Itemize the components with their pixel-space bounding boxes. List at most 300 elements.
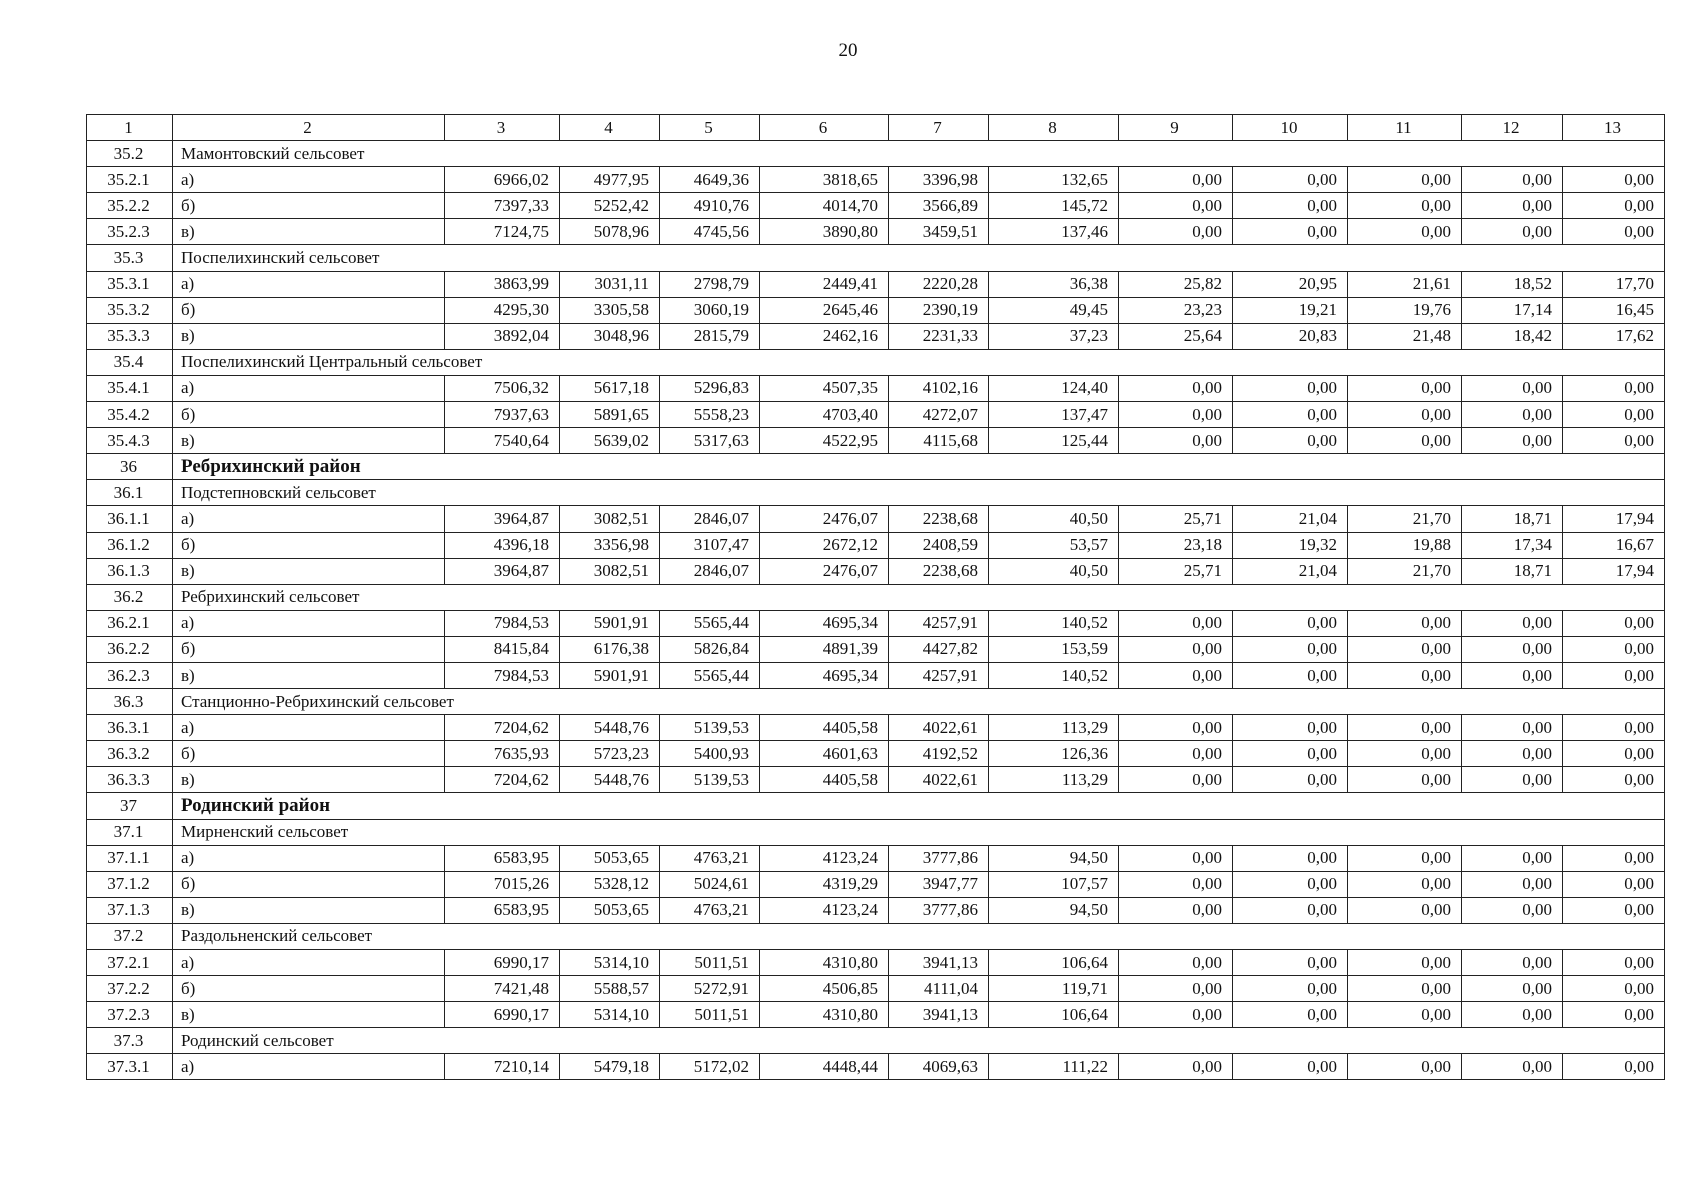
value-cell: 25,71 bbox=[1119, 506, 1233, 532]
row-number-cell: 37.2 bbox=[87, 923, 173, 949]
value-cell: 0,00 bbox=[1119, 375, 1233, 401]
value-cell: 5328,12 bbox=[560, 871, 660, 897]
value-cell: 113,29 bbox=[989, 767, 1119, 793]
value-cell: 0,00 bbox=[1119, 428, 1233, 454]
value-cell: 17,34 bbox=[1462, 532, 1563, 558]
value-cell: 2462,16 bbox=[760, 323, 889, 349]
column-number-cell: 8 bbox=[989, 115, 1119, 141]
value-cell: 0,00 bbox=[1119, 402, 1233, 428]
row-number-cell: 35.4.3 bbox=[87, 428, 173, 454]
value-cell: 0,00 bbox=[1233, 662, 1348, 688]
table-row bbox=[87, 976, 1665, 1002]
value-cell: 2231,33 bbox=[889, 323, 989, 349]
column-number-cell: 6 bbox=[760, 115, 889, 141]
value-cell: 25,64 bbox=[1119, 323, 1233, 349]
value-cell: 0,00 bbox=[1462, 402, 1563, 428]
value-cell: 0,00 bbox=[1348, 767, 1462, 793]
value-cell: 4448,44 bbox=[760, 1054, 889, 1080]
value-cell: 4703,40 bbox=[760, 402, 889, 428]
value-cell: 2672,12 bbox=[760, 532, 889, 558]
value-cell: 2238,68 bbox=[889, 558, 989, 584]
value-cell: 0,00 bbox=[1233, 428, 1348, 454]
value-cell: 0,00 bbox=[1348, 219, 1462, 245]
variant-label-cell: а) bbox=[173, 845, 445, 871]
section-row bbox=[87, 1028, 1665, 1054]
value-cell: 7015,26 bbox=[445, 871, 560, 897]
value-cell: 0,00 bbox=[1119, 950, 1233, 976]
value-cell: 0,00 bbox=[1119, 715, 1233, 741]
value-cell: 21,61 bbox=[1348, 271, 1462, 297]
column-number-cell: 10 bbox=[1233, 115, 1348, 141]
value-cell: 0,00 bbox=[1563, 976, 1665, 1002]
page-number: 20 bbox=[838, 40, 858, 61]
value-cell: 17,62 bbox=[1563, 323, 1665, 349]
value-cell: 5272,91 bbox=[660, 976, 760, 1002]
value-cell: 5172,02 bbox=[660, 1054, 760, 1080]
column-number-cell: 11 bbox=[1348, 115, 1462, 141]
value-cell: 18,71 bbox=[1462, 506, 1563, 532]
table-row bbox=[87, 219, 1665, 245]
value-cell: 37,23 bbox=[989, 323, 1119, 349]
value-cell: 0,00 bbox=[1563, 610, 1665, 636]
value-cell: 4745,56 bbox=[660, 219, 760, 245]
value-cell: 5826,84 bbox=[660, 636, 760, 662]
column-number-cell: 4 bbox=[560, 115, 660, 141]
row-number-cell: 35.4.1 bbox=[87, 375, 173, 401]
row-number-cell: 37.1.1 bbox=[87, 845, 173, 871]
value-cell: 106,64 bbox=[989, 1002, 1119, 1028]
value-cell: 3107,47 bbox=[660, 532, 760, 558]
column-number-cell: 9 bbox=[1119, 115, 1233, 141]
table-row bbox=[87, 950, 1665, 976]
table-row bbox=[87, 1002, 1665, 1028]
value-cell: 0,00 bbox=[1233, 219, 1348, 245]
value-cell: 107,57 bbox=[989, 871, 1119, 897]
variant-label-cell: в) bbox=[173, 1002, 445, 1028]
value-cell: 0,00 bbox=[1348, 1054, 1462, 1080]
row-number-cell: 35.3.1 bbox=[87, 271, 173, 297]
value-cell: 4111,04 bbox=[889, 976, 989, 1002]
value-cell: 0,00 bbox=[1119, 976, 1233, 1002]
value-cell: 5296,83 bbox=[660, 375, 760, 401]
value-cell: 2476,07 bbox=[760, 558, 889, 584]
value-cell: 16,45 bbox=[1563, 297, 1665, 323]
value-cell: 4295,30 bbox=[445, 297, 560, 323]
value-cell: 3964,87 bbox=[445, 506, 560, 532]
value-cell: 2449,41 bbox=[760, 271, 889, 297]
variant-label-cell: а) bbox=[173, 715, 445, 741]
value-cell: 0,00 bbox=[1563, 636, 1665, 662]
value-cell: 0,00 bbox=[1119, 610, 1233, 636]
value-cell: 21,04 bbox=[1233, 506, 1348, 532]
value-cell: 19,32 bbox=[1233, 532, 1348, 558]
value-cell: 0,00 bbox=[1119, 845, 1233, 871]
value-cell: 3082,51 bbox=[560, 558, 660, 584]
value-cell: 0,00 bbox=[1233, 610, 1348, 636]
variant-label-cell: б) bbox=[173, 636, 445, 662]
row-number-cell: 36.3.1 bbox=[87, 715, 173, 741]
region-name-cell: Ребрихинский район bbox=[173, 454, 1665, 480]
value-cell: 132,65 bbox=[989, 167, 1119, 193]
value-cell: 4763,21 bbox=[660, 845, 760, 871]
value-cell: 106,64 bbox=[989, 950, 1119, 976]
section-row bbox=[87, 245, 1665, 271]
value-cell: 4763,21 bbox=[660, 897, 760, 923]
value-cell: 0,00 bbox=[1233, 375, 1348, 401]
column-number-cell: 13 bbox=[1563, 115, 1665, 141]
value-cell: 6583,95 bbox=[445, 897, 560, 923]
value-cell: 0,00 bbox=[1563, 428, 1665, 454]
row-number-cell: 37 bbox=[87, 793, 173, 819]
value-cell: 4102,16 bbox=[889, 375, 989, 401]
value-cell: 0,00 bbox=[1348, 402, 1462, 428]
value-cell: 4272,07 bbox=[889, 402, 989, 428]
value-cell: 4695,34 bbox=[760, 610, 889, 636]
value-cell: 0,00 bbox=[1119, 871, 1233, 897]
region-row bbox=[87, 793, 1665, 819]
value-cell: 0,00 bbox=[1563, 845, 1665, 871]
value-cell: 0,00 bbox=[1119, 167, 1233, 193]
value-cell: 16,67 bbox=[1563, 532, 1665, 558]
value-cell: 3777,86 bbox=[889, 845, 989, 871]
value-cell: 3777,86 bbox=[889, 897, 989, 923]
value-cell: 19,21 bbox=[1233, 297, 1348, 323]
variant-label-cell: а) bbox=[173, 271, 445, 297]
table-row bbox=[87, 297, 1665, 323]
value-cell: 94,50 bbox=[989, 845, 1119, 871]
value-cell: 49,45 bbox=[989, 297, 1119, 323]
value-cell: 7635,93 bbox=[445, 741, 560, 767]
value-cell: 0,00 bbox=[1233, 897, 1348, 923]
value-cell: 145,72 bbox=[989, 193, 1119, 219]
row-number-cell: 36.1.1 bbox=[87, 506, 173, 532]
row-number-cell: 36.2.1 bbox=[87, 610, 173, 636]
value-cell: 0,00 bbox=[1462, 976, 1563, 1002]
value-cell: 40,50 bbox=[989, 506, 1119, 532]
value-cell: 0,00 bbox=[1563, 741, 1665, 767]
column-number-cell: 12 bbox=[1462, 115, 1563, 141]
variant-label-cell: а) bbox=[173, 950, 445, 976]
settlement-name-cell: Родинский сельсовет bbox=[173, 1028, 1665, 1054]
value-cell: 0,00 bbox=[1119, 767, 1233, 793]
value-cell: 0,00 bbox=[1462, 428, 1563, 454]
value-cell: 4427,82 bbox=[889, 636, 989, 662]
value-cell: 140,52 bbox=[989, 662, 1119, 688]
value-cell: 4891,39 bbox=[760, 636, 889, 662]
value-cell: 4507,35 bbox=[760, 375, 889, 401]
row-number-cell: 36 bbox=[87, 454, 173, 480]
value-cell: 0,00 bbox=[1462, 767, 1563, 793]
variant-label-cell: б) bbox=[173, 871, 445, 897]
value-cell: 23,23 bbox=[1119, 297, 1233, 323]
table-row bbox=[87, 715, 1665, 741]
value-cell: 3356,98 bbox=[560, 532, 660, 558]
value-cell: 5139,53 bbox=[660, 715, 760, 741]
value-cell: 0,00 bbox=[1233, 741, 1348, 767]
value-cell: 5252,42 bbox=[560, 193, 660, 219]
table-row bbox=[87, 845, 1665, 871]
section-row bbox=[87, 819, 1665, 845]
value-cell: 5723,23 bbox=[560, 741, 660, 767]
column-number-row bbox=[87, 115, 1665, 141]
variant-label-cell: а) bbox=[173, 506, 445, 532]
row-number-cell: 36.3.2 bbox=[87, 741, 173, 767]
value-cell: 0,00 bbox=[1119, 1002, 1233, 1028]
value-cell: 0,00 bbox=[1462, 219, 1563, 245]
value-cell: 0,00 bbox=[1119, 897, 1233, 923]
value-cell: 0,00 bbox=[1462, 897, 1563, 923]
value-cell: 4014,70 bbox=[760, 193, 889, 219]
table-row bbox=[87, 558, 1665, 584]
value-cell: 0,00 bbox=[1462, 610, 1563, 636]
value-cell: 7506,32 bbox=[445, 375, 560, 401]
value-cell: 0,00 bbox=[1348, 1002, 1462, 1028]
value-cell: 125,44 bbox=[989, 428, 1119, 454]
value-cell: 18,71 bbox=[1462, 558, 1563, 584]
value-cell: 0,00 bbox=[1462, 950, 1563, 976]
value-cell: 137,46 bbox=[989, 219, 1119, 245]
value-cell: 0,00 bbox=[1348, 976, 1462, 1002]
value-cell: 21,70 bbox=[1348, 506, 1462, 532]
value-cell: 113,29 bbox=[989, 715, 1119, 741]
value-cell: 0,00 bbox=[1462, 662, 1563, 688]
row-number-cell: 35.3.3 bbox=[87, 323, 173, 349]
variant-label-cell: в) bbox=[173, 219, 445, 245]
value-cell: 17,94 bbox=[1563, 506, 1665, 532]
value-cell: 2846,07 bbox=[660, 558, 760, 584]
variant-label-cell: в) bbox=[173, 767, 445, 793]
value-cell: 0,00 bbox=[1462, 715, 1563, 741]
value-cell: 3947,77 bbox=[889, 871, 989, 897]
value-cell: 5448,76 bbox=[560, 767, 660, 793]
value-cell: 0,00 bbox=[1119, 193, 1233, 219]
row-number-cell: 37.2.1 bbox=[87, 950, 173, 976]
row-number-cell: 36.3.3 bbox=[87, 767, 173, 793]
value-cell: 6176,38 bbox=[560, 636, 660, 662]
value-cell: 0,00 bbox=[1119, 636, 1233, 662]
value-cell: 2220,28 bbox=[889, 271, 989, 297]
value-cell: 0,00 bbox=[1119, 1054, 1233, 1080]
variant-label-cell: б) bbox=[173, 193, 445, 219]
value-cell: 0,00 bbox=[1119, 219, 1233, 245]
value-cell: 4405,58 bbox=[760, 715, 889, 741]
column-number-cell: 5 bbox=[660, 115, 760, 141]
table-row bbox=[87, 636, 1665, 662]
value-cell: 4123,24 bbox=[760, 845, 889, 871]
value-cell: 2846,07 bbox=[660, 506, 760, 532]
value-cell: 0,00 bbox=[1563, 167, 1665, 193]
value-cell: 2815,79 bbox=[660, 323, 760, 349]
row-number-cell: 37.1.2 bbox=[87, 871, 173, 897]
column-number-cell: 1 bbox=[87, 115, 173, 141]
value-cell: 40,50 bbox=[989, 558, 1119, 584]
value-cell: 0,00 bbox=[1563, 715, 1665, 741]
value-cell: 0,00 bbox=[1348, 897, 1462, 923]
value-cell: 3048,96 bbox=[560, 323, 660, 349]
value-cell: 5314,10 bbox=[560, 1002, 660, 1028]
value-cell: 0,00 bbox=[1233, 636, 1348, 662]
value-cell: 7397,33 bbox=[445, 193, 560, 219]
value-cell: 0,00 bbox=[1563, 662, 1665, 688]
value-cell: 5139,53 bbox=[660, 767, 760, 793]
value-cell: 6583,95 bbox=[445, 845, 560, 871]
variant-label-cell: в) bbox=[173, 323, 445, 349]
section-row bbox=[87, 689, 1665, 715]
row-number-cell: 37.1 bbox=[87, 819, 173, 845]
table-row bbox=[87, 271, 1665, 297]
value-cell: 3566,89 bbox=[889, 193, 989, 219]
value-cell: 0,00 bbox=[1563, 897, 1665, 923]
value-cell: 4977,95 bbox=[560, 167, 660, 193]
value-cell: 0,00 bbox=[1348, 428, 1462, 454]
variant-label-cell: в) bbox=[173, 558, 445, 584]
table-row bbox=[87, 871, 1665, 897]
value-cell: 5565,44 bbox=[660, 662, 760, 688]
value-cell: 4910,76 bbox=[660, 193, 760, 219]
value-cell: 3305,58 bbox=[560, 297, 660, 323]
value-cell: 0,00 bbox=[1563, 219, 1665, 245]
row-number-cell: 37.3.1 bbox=[87, 1054, 173, 1080]
row-number-cell: 35.2.2 bbox=[87, 193, 173, 219]
section-row bbox=[87, 584, 1665, 610]
value-cell: 0,00 bbox=[1119, 741, 1233, 767]
settlement-name-cell: Подстепновский сельсовет bbox=[173, 480, 1665, 506]
value-cell: 119,71 bbox=[989, 976, 1119, 1002]
value-cell: 4022,61 bbox=[889, 715, 989, 741]
value-cell: 2645,46 bbox=[760, 297, 889, 323]
settlement-name-cell: Раздольненский сельсовет bbox=[173, 923, 1665, 949]
value-cell: 137,47 bbox=[989, 402, 1119, 428]
value-cell: 0,00 bbox=[1348, 950, 1462, 976]
value-cell: 0,00 bbox=[1233, 715, 1348, 741]
value-cell: 0,00 bbox=[1462, 741, 1563, 767]
value-cell: 4022,61 bbox=[889, 767, 989, 793]
variant-label-cell: б) bbox=[173, 976, 445, 1002]
value-cell: 0,00 bbox=[1348, 662, 1462, 688]
table-row bbox=[87, 167, 1665, 193]
value-cell: 5558,23 bbox=[660, 402, 760, 428]
value-cell: 7984,53 bbox=[445, 662, 560, 688]
value-cell: 0,00 bbox=[1563, 767, 1665, 793]
value-cell: 20,83 bbox=[1233, 323, 1348, 349]
region-name-cell: Родинский район bbox=[173, 793, 1665, 819]
value-cell: 0,00 bbox=[1233, 1002, 1348, 1028]
row-number-cell: 36.1 bbox=[87, 480, 173, 506]
value-cell: 7540,64 bbox=[445, 428, 560, 454]
value-cell: 0,00 bbox=[1563, 375, 1665, 401]
row-number-cell: 37.1.3 bbox=[87, 897, 173, 923]
value-cell: 25,71 bbox=[1119, 558, 1233, 584]
row-number-cell: 36.2 bbox=[87, 584, 173, 610]
value-cell: 5891,65 bbox=[560, 402, 660, 428]
value-cell: 0,00 bbox=[1233, 1054, 1348, 1080]
row-number-cell: 35.3 bbox=[87, 245, 173, 271]
value-cell: 0,00 bbox=[1563, 402, 1665, 428]
value-cell: 4601,63 bbox=[760, 741, 889, 767]
value-cell: 3818,65 bbox=[760, 167, 889, 193]
value-cell: 2390,19 bbox=[889, 297, 989, 323]
value-cell: 0,00 bbox=[1233, 845, 1348, 871]
value-cell: 0,00 bbox=[1348, 741, 1462, 767]
value-cell: 5011,51 bbox=[660, 950, 760, 976]
value-cell: 0,00 bbox=[1462, 1002, 1563, 1028]
value-cell: 5078,96 bbox=[560, 219, 660, 245]
value-cell: 5617,18 bbox=[560, 375, 660, 401]
region-row bbox=[87, 454, 1665, 480]
value-cell: 3941,13 bbox=[889, 950, 989, 976]
settlement-name-cell: Поспелихинский Центральный сельсовет bbox=[173, 349, 1665, 375]
value-cell: 53,57 bbox=[989, 532, 1119, 558]
value-cell: 2408,59 bbox=[889, 532, 989, 558]
value-cell: 124,40 bbox=[989, 375, 1119, 401]
value-cell: 5448,76 bbox=[560, 715, 660, 741]
variant-label-cell: в) bbox=[173, 662, 445, 688]
value-cell: 5901,91 bbox=[560, 662, 660, 688]
column-number-cell: 7 bbox=[889, 115, 989, 141]
value-cell: 3890,80 bbox=[760, 219, 889, 245]
value-cell: 7937,63 bbox=[445, 402, 560, 428]
value-cell: 4506,85 bbox=[760, 976, 889, 1002]
row-number-cell: 37.2.3 bbox=[87, 1002, 173, 1028]
value-cell: 36,38 bbox=[989, 271, 1119, 297]
value-cell: 0,00 bbox=[1233, 976, 1348, 1002]
value-cell: 0,00 bbox=[1233, 871, 1348, 897]
value-cell: 21,04 bbox=[1233, 558, 1348, 584]
value-cell: 5901,91 bbox=[560, 610, 660, 636]
value-cell: 21,48 bbox=[1348, 323, 1462, 349]
row-number-cell: 37.2.2 bbox=[87, 976, 173, 1002]
value-cell: 4522,95 bbox=[760, 428, 889, 454]
column-number-cell: 2 bbox=[173, 115, 445, 141]
value-cell: 5400,93 bbox=[660, 741, 760, 767]
value-cell: 0,00 bbox=[1348, 375, 1462, 401]
row-number-cell: 35.4 bbox=[87, 349, 173, 375]
value-cell: 126,36 bbox=[989, 741, 1119, 767]
value-cell: 111,22 bbox=[989, 1054, 1119, 1080]
settlement-name-cell: Поспелихинский сельсовет bbox=[173, 245, 1665, 271]
value-cell: 19,88 bbox=[1348, 532, 1462, 558]
value-cell: 0,00 bbox=[1348, 167, 1462, 193]
value-cell: 2476,07 bbox=[760, 506, 889, 532]
value-cell: 3060,19 bbox=[660, 297, 760, 323]
variant-label-cell: а) bbox=[173, 375, 445, 401]
value-cell: 5011,51 bbox=[660, 1002, 760, 1028]
settlement-name-cell: Мирненский сельсовет bbox=[173, 819, 1665, 845]
value-cell: 5588,57 bbox=[560, 976, 660, 1002]
table-row bbox=[87, 532, 1665, 558]
value-cell: 3082,51 bbox=[560, 506, 660, 532]
value-cell: 4069,63 bbox=[889, 1054, 989, 1080]
variant-label-cell: в) bbox=[173, 428, 445, 454]
value-cell: 0,00 bbox=[1348, 715, 1462, 741]
row-number-cell: 35.2.1 bbox=[87, 167, 173, 193]
value-cell: 5053,65 bbox=[560, 897, 660, 923]
value-cell: 3863,99 bbox=[445, 271, 560, 297]
value-cell: 4257,91 bbox=[889, 610, 989, 636]
value-cell: 0,00 bbox=[1563, 950, 1665, 976]
variant-label-cell: б) bbox=[173, 297, 445, 323]
value-cell: 0,00 bbox=[1563, 1002, 1665, 1028]
value-cell: 19,76 bbox=[1348, 297, 1462, 323]
variant-label-cell: а) bbox=[173, 610, 445, 636]
value-cell: 0,00 bbox=[1348, 636, 1462, 662]
table-row bbox=[87, 323, 1665, 349]
row-number-cell: 36.1.2 bbox=[87, 532, 173, 558]
value-cell: 3396,98 bbox=[889, 167, 989, 193]
value-cell: 4649,36 bbox=[660, 167, 760, 193]
table-row bbox=[87, 375, 1665, 401]
value-cell: 2798,79 bbox=[660, 271, 760, 297]
